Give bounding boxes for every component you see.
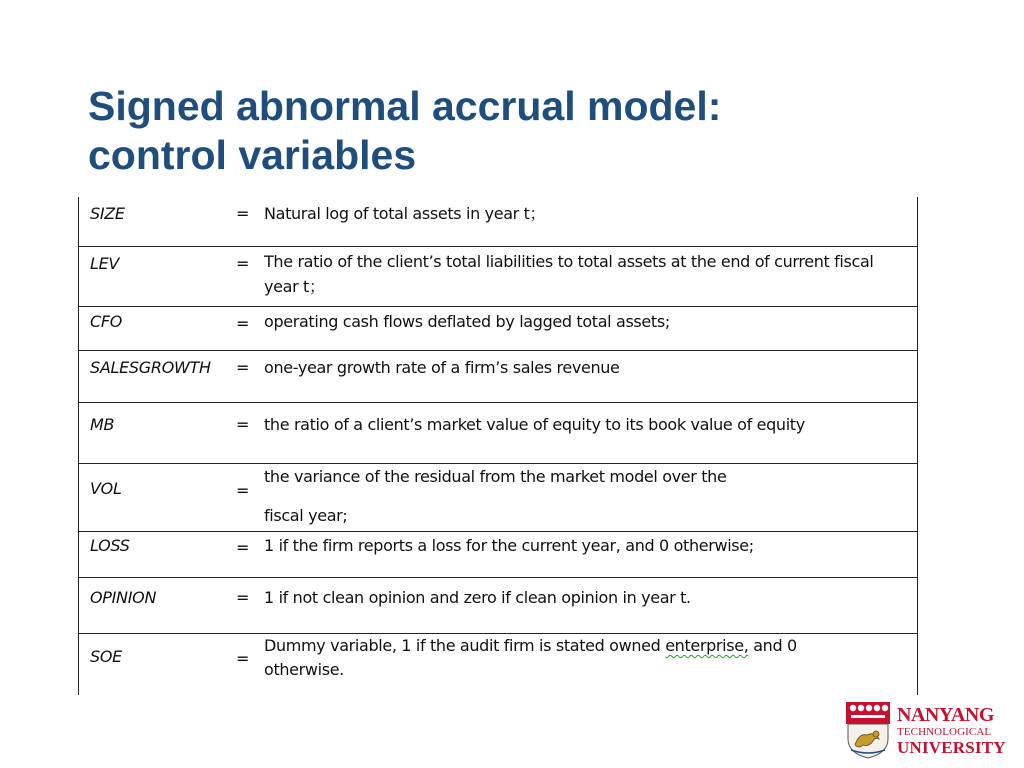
equals-sign: = [236, 588, 250, 607]
ntu-logo [845, 701, 1010, 761]
definition-line: Natural log of total assets in year t； [264, 204, 546, 223]
definition-line: The ratio of the client’s total liabilities to total assets at the end of current fiscal [264, 252, 874, 271]
variable-name: LEV [90, 254, 120, 273]
variable-name: MB [90, 415, 115, 434]
table-row [79, 307, 917, 351]
equals-sign: = [236, 415, 250, 434]
definition-line: one-year growth rate of a firm’s sales revenue [264, 358, 620, 377]
definition-line: otherwise. [264, 660, 344, 679]
equals-sign: = [236, 481, 250, 500]
equals-sign: = [236, 649, 250, 668]
definition-line: 1 if not clean opinion and zero if clean opinion in year t. [264, 588, 691, 607]
definition-line: year t； [264, 277, 325, 296]
logo-wordmark [897, 705, 1006, 756]
table-row [79, 247, 917, 307]
table-row [79, 532, 917, 578]
table-row [79, 634, 917, 695]
variable-name: VOL [90, 479, 122, 498]
definition-line [264, 634, 909, 658]
definition [264, 585, 909, 610]
definition [264, 309, 909, 334]
definition-line: the ratio of a client’s market value of equity to its book value of equity [264, 415, 805, 434]
equals-sign: = [236, 204, 250, 223]
definition [264, 201, 909, 226]
variable-name: LOSS [90, 536, 130, 555]
control-variables-table [78, 197, 918, 695]
variable-name: CFO [90, 312, 123, 331]
equals-sign: = [236, 358, 250, 377]
definition-line: the variance of the residual from the market model over the [264, 467, 727, 486]
definition [264, 355, 909, 380]
definition [264, 634, 909, 682]
title-line-2: control variables [88, 132, 417, 178]
definition-line: 1 if the firm reports a loss for the current year, and 0 otherwise; [264, 536, 754, 555]
university-crest-icon [845, 701, 891, 759]
variable-name: OPINION [90, 588, 157, 607]
spellcheck-flagged-word: enterprise, [665, 636, 749, 655]
definition [264, 533, 909, 558]
equals-sign: = [236, 538, 250, 557]
logo-line-3: UNIVERSITY [897, 738, 1006, 757]
definition-line: fiscal year; [264, 506, 348, 525]
logo-line-1: NANYANG [897, 704, 994, 726]
definition-text: and 0 [748, 636, 797, 655]
equals-sign: = [236, 314, 250, 333]
slide-title [88, 82, 988, 180]
title-line-1: Signed abnormal accrual model: [88, 83, 722, 129]
table-row [79, 578, 917, 634]
table-row [79, 197, 917, 247]
table-row [79, 464, 917, 532]
logo-line-2: TECHNOLOGICAL [897, 726, 992, 738]
variable-name: SALESGROWTH [90, 358, 211, 377]
equals-sign: = [236, 254, 250, 273]
table-row [79, 403, 917, 464]
definition [264, 464, 909, 528]
definition [264, 249, 909, 299]
definition [264, 412, 909, 437]
table-row [79, 351, 917, 403]
variable-name: SIZE [90, 204, 125, 223]
definition-line: operating cash flows deflated by lagged total assets; [264, 312, 670, 331]
definition-text: Dummy variable, 1 if the audit firm is stated owned [264, 636, 666, 655]
variable-name: SOE [90, 647, 122, 666]
